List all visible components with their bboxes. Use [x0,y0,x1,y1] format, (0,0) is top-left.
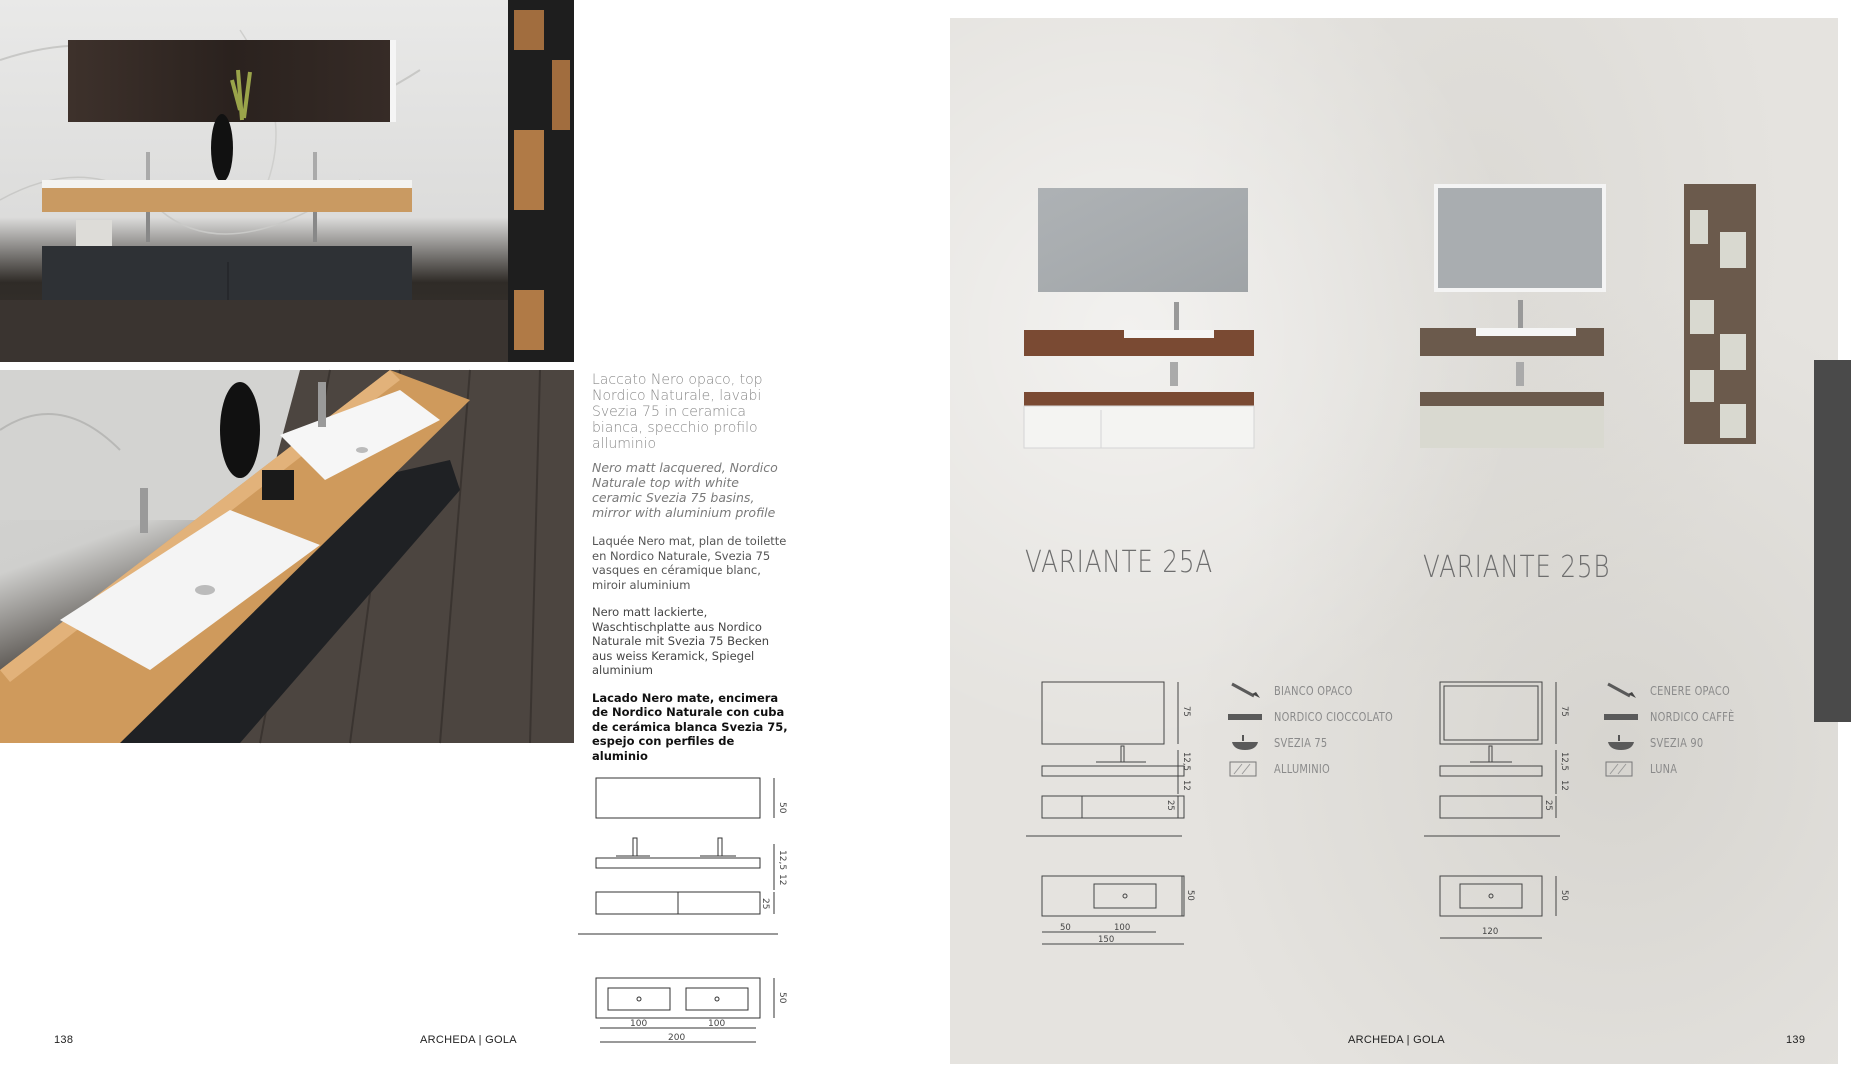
legend-b-finish-label: CENERE OPACO [1650,684,1731,698]
legend-a-basin-label: SVEZIA 75 [1274,736,1328,750]
dim-b-gap-height: 12 [1559,780,1569,791]
dim-b-mirror-height: 75 [1559,706,1569,717]
legend-a-basin [1228,730,1419,756]
basin-icon [1228,734,1264,752]
dim-a-width-total: 150 [1098,935,1115,945]
legend-b-top [1604,704,1753,730]
dim-a-gap-height: 12 [1181,780,1191,791]
dim-a-drawer-height: 25 [1165,800,1175,811]
variant-25a-drawing [1022,676,1195,948]
legend-b-top-label: NORDICO CAFFÈ [1650,710,1735,724]
dim-basin-width-2: 100 [708,1019,726,1029]
caption-french: Laquée Nero mat, plan de toilette en Nordico Naturale, Svezia 75 vasques en céramique blanc, miroir aluminium [592,534,787,592]
brush-icon [1228,682,1264,700]
dim-a-plan-depth: 50 [1185,890,1195,901]
legend-b-finish [1604,678,1753,704]
left-brand-footer: ARCHEDA | GOLA [420,1034,517,1046]
bathroom-photo-detail [0,370,574,743]
dim-basin-width-1: 100 [630,1019,648,1029]
variant-25b-title: VARIANTE 25B [1423,550,1611,585]
right-brand-footer: ARCHEDA | GOLA [1348,1034,1445,1046]
dim-drawer-height: 25 [760,898,770,910]
dim-gap-height: 12 [777,874,787,886]
variant-25b-legend [1604,678,1753,782]
board-icon [1228,708,1264,726]
dim-a-width-basin: 100 [1114,923,1131,933]
variant-25a-render [1024,180,1264,460]
dim-b-plan-depth: 50 [1559,890,1569,901]
left-page-number: 138 [54,1034,74,1046]
caption-spanish: Lacado Nero mate, encimera de Nordico Naturale con cuba de cerámica blanca Svezia 75, espejo con perfiles de aluminio [592,690,788,763]
dim-b-top-height: 12,5 [1559,752,1569,771]
dim-b-width-total: 120 [1482,927,1499,937]
legend-b-basin-label: SVEZIA 90 [1650,736,1704,750]
legend-a-mirror [1228,756,1419,782]
dim-front-height: 50 [777,802,787,814]
legend-a-finish-label: BIANCO OPACO [1274,684,1353,698]
legend-a-top-label: NORDICO CIOCCOLATO [1274,710,1394,724]
legend-b-basin [1604,730,1753,756]
product-caption [592,372,792,763]
right-page-number: 139 [1786,1034,1806,1046]
legend-a-finish [1228,678,1419,704]
variant-25b-drawing [1420,676,1590,948]
dim-a-mirror-height: 75 [1181,706,1191,717]
legend-a-mirror-label: ALLUMINIO [1274,762,1331,776]
caption-german: Nero matt lackierte, Waschtischplatte aus Nordico Naturale mit Svezia 75 Becken aus weiss Keramick, Spiegel aluminium [592,605,770,677]
dim-plan-depth: 50 [777,992,787,1004]
caption-english: Nero matt lacquered, Nordico Naturale top with white ceramic Svezia 75 basins, mirror with aluminium profile [592,460,778,520]
variant-25a-legend [1228,678,1419,782]
dim-total-width: 200 [668,1033,686,1043]
legend-b-mirror [1604,756,1753,782]
mirror-icon [1228,760,1264,778]
section-side-tab [1814,360,1851,722]
basin-icon [1604,734,1640,752]
board-icon [1604,708,1640,726]
legend-a-top [1228,704,1419,730]
dim-b-drawer-height: 25 [1543,800,1553,811]
caption-italian: Laccato Nero opaco, top Nordico Naturale, lavabi Svezia 75 in ceramica bianca, specchio profilo alluminio [592,372,763,452]
dim-a-width-left: 50 [1060,923,1071,933]
dim-a-top-height: 12,5 [1181,752,1191,771]
brush-icon [1604,682,1640,700]
mirror-icon [1604,760,1640,778]
bathroom-photo-overview [0,0,574,362]
legend-b-mirror-label: LUNA [1650,762,1678,776]
left-technical-drawing [578,770,798,1055]
dim-top-height: 12,5 [777,850,787,871]
variant-25b-render [1420,180,1765,460]
variant-25a-title: VARIANTE 25A [1025,545,1214,580]
